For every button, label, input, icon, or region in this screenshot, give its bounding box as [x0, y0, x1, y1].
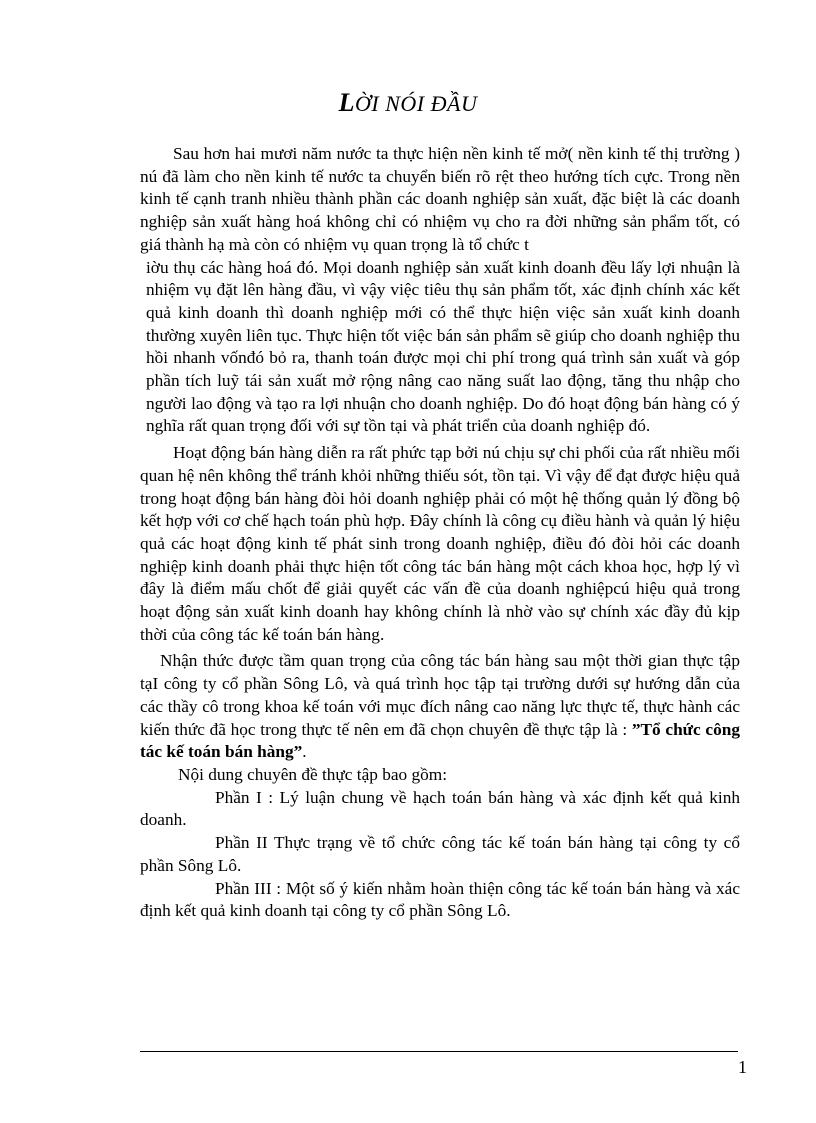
paragraph-accounting-system: Hoạt động bán hàng diễn ra rất phức tạp bởi nú chịu sự chi phối của rất nhiều mối quan hệ nên không thể tránh khỏi những thiếu sót, tồn tại. Vì vậy để đạt được hiệu quả trong hoạt động bán hàng đòi hỏi doanh nghiệp phải có một hệ thống quản lý đồng bộ kết hợp với cơ chế hạch toán phù hợp. Đây chính là công cụ điều hành và quản lý hiệu quả các hoạt động kinh tế phát sinh trong doanh nghiệp, điều đó đòi hỏi các doanh nghiệp kinh doanh phải thực hiện tốt công tác bán hàng một cách khoa học, hợp lý vì đây là điểm mấu chốt để giải quyết các vấn đề của doanh nghiệpcú hiệu quả trong hoạt động sản xuất kinh doanh hay không chính là nhờ vào sự chính xác đầy đủ kịp thời của công tác kế toán bán hàng.	[140, 443, 740, 644]
document-body	[140, 143, 740, 923]
title-initial: L	[338, 88, 356, 117]
paragraph-sales-role: iờu thụ các hàng hoá đó. Mọi doanh nghiệp sản xuất kinh doanh đều lấy lợi nhuận là nhiệm vụ đặt lên hàng đầu, vì vậy việc tiêu thụ sản phẩm tốt, xác định chính xác kết quả kinh doanh thì doanh nghiệp mới có thể thực hiện việc sản xuất kinh doanh thường xuyên liên tục. Thực hiện tốt việc bán sản phẩm sẽ giúp cho doanh nghiệp thu hồi nhanh vốnđó bỏ ra, thanh toán được mọi chi phí trong quá trình sản xuất và góp phần tích luỹ tái sản xuất mở rộng nâng cao năng suất lao động, tăng thu nhập cho người lao động và tạo ra lợi nhuận cho doanh nghiệp. Do đó hoạt động bán hàng có ý nghĩa rất quan trọng đối với sự tồn tại và phát triển của doanh nghiệp đó.	[146, 257, 740, 436]
list-item-part-2: Phần II Thực trạng về tổ chức công tác kế toán bán hàng tại công ty cổ phần Sông Lô.	[140, 833, 740, 875]
paragraph-intro: Sau hơn hai mươi năm nước ta thực hiện nền kinh tế mở( nền kinh tế thị trường ) nú đã làm cho nền kinh tế nước ta chuyển biến rõ rệt theo hướng tích cực. Trong nền kinh tế cạnh tranh nhiều thành phần các doanh nghiệp sản xuất, đặc biệt là các doanh nghiệp sản xuất hàng hoá không chỉ có nhiệm vụ cho ra đời những sản phẩm tốt, có giá thành hạ mà còn có nhiệm vụ quan trọng là tổ chức t	[140, 144, 740, 254]
list-item-part-1: Phần I : Lý luận chung về hạch toán bán hàng và xác định kết quả kinh doanh.	[140, 787, 740, 830]
page-title	[0, 88, 816, 118]
paragraph-topic-choice	[140, 650, 740, 764]
footer-divider	[140, 1051, 738, 1052]
topic-intro-text: Nhận thức được tầm quan trọng của công tác bán hàng sau một thời gian thực tập tạI công ty cổ phần Sông Lô, và quá trình học tập tại trường dưới sự hướng dẫn của các thầy cô trong khoa kế toán với mục đích nâng cao năng lực thực tế, thực hành các kiến thức đã học trong thực tế nên em đã chọn chuyên đề thực tập là :	[140, 651, 740, 739]
title-rest: ỜI NÓI ĐẦU	[355, 91, 478, 116]
topic-title: ”Tổ chức công tác kế toán bán hàng”	[140, 719, 740, 762]
topic-end: .	[302, 742, 307, 762]
list-item-part-3: Phần III : Một số ý kiến nhằm hoàn thiện công tác kế toán bán hàng và xác định kết quả kinh doanh tại công ty cổ phần Sông Lô.	[140, 878, 740, 921]
page-number: 1	[738, 1057, 747, 1077]
paragraph-contents-heading: Nội dung chuyên đề thực tập bao gồm:	[178, 764, 448, 784]
